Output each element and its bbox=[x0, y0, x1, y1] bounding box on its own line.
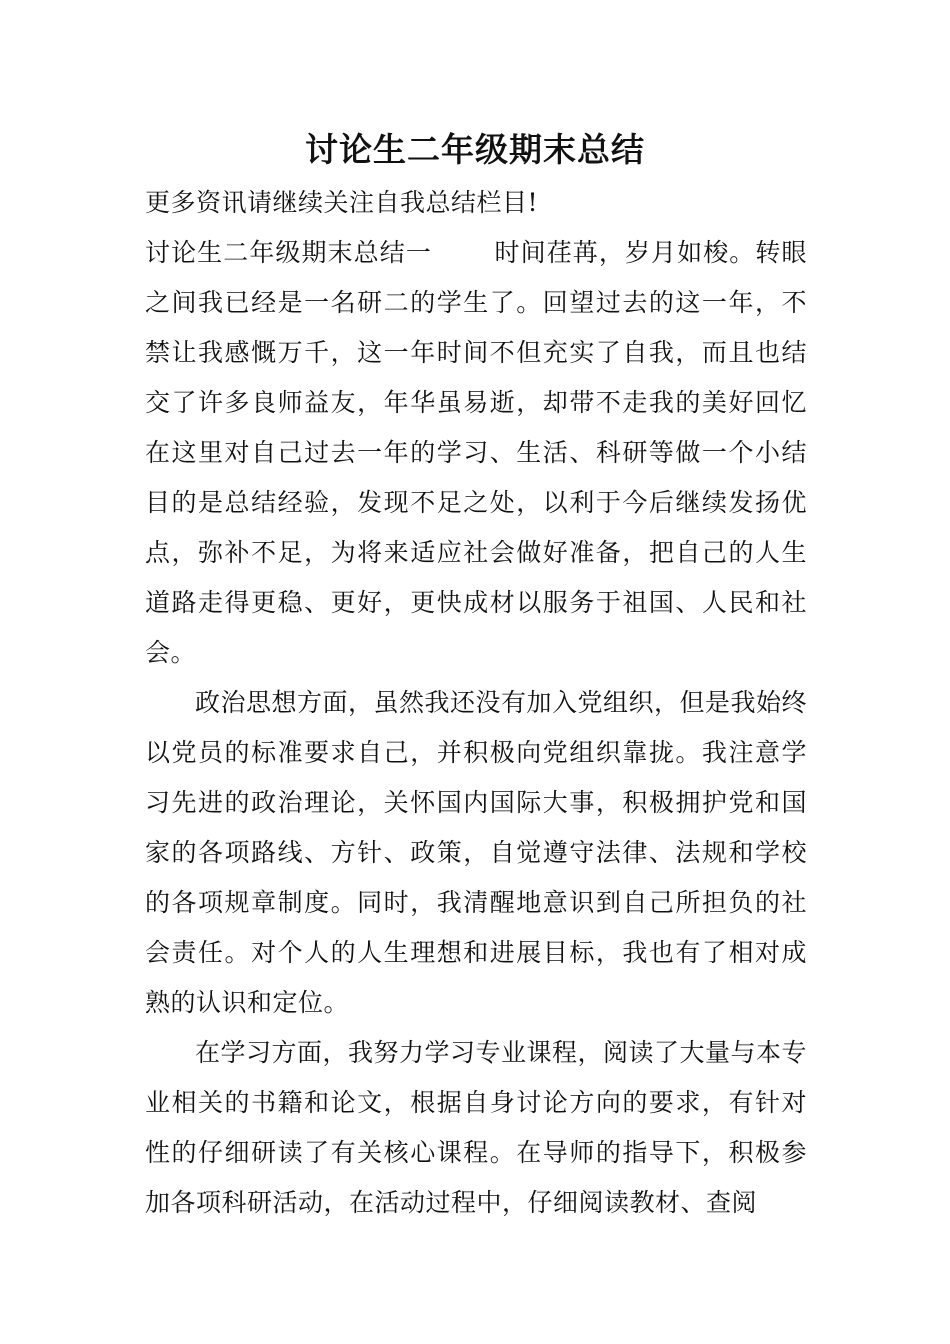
document-body bbox=[145, 178, 807, 1228]
paragraph-1-lead: 讨论生二年级期末总结一 bbox=[145, 238, 432, 267]
intro-note: 更多资讯请继续关注自我总结栏目! bbox=[145, 188, 539, 217]
document-title: 讨论生二年级期末总结 bbox=[305, 130, 645, 169]
paragraph-1 bbox=[145, 228, 807, 678]
paragraph-1-body: 时间荏苒，岁月如梭。转眼之间我已经是一名研二的学生了。回望过去的这一年，不禁让我感慨万千，这一年时间不但充实了自我，而且也结交了许多良师益友，年华虽易逝，却带不走我的美好回忆在这里对自己过去一年的学习、生活、科研等做一个小结目的是总结经验，发现不足之处，以利于今后继续发扬优点，弥补不足，为将来适应社会做好准备，把自己的人生道路走得更稳、更好，更快成材以服务于祖国、人民和社会。 bbox=[145, 238, 807, 667]
paragraph-2: 政治思想方面，虽然我还没有加入党组织，但是我始终以党员的标准要求自己，并积极向党组织靠拢。我注意学习先进的政治理论，关怀国内国际大事，积极拥护党和国家的各项路线、方针、政策，自觉遵守法律、法规和学校的各项规章制度。同时，我清醒地意识到自己所担负的社会责任。对个人的人生理想和进展目标，我也有了相对成熟的认识和定位。 bbox=[145, 688, 808, 1017]
paragraph-3: 在学习方面，我努力学习专业课程，阅读了大量与本专业相关的书籍和论文，根据自身讨论方向的要求，有针对性的仔细研读了有关核心课程。在导师的指导下，积极参加各项科研活动，在活动过程中，仔细阅读教材、查阅 bbox=[145, 1038, 808, 1217]
